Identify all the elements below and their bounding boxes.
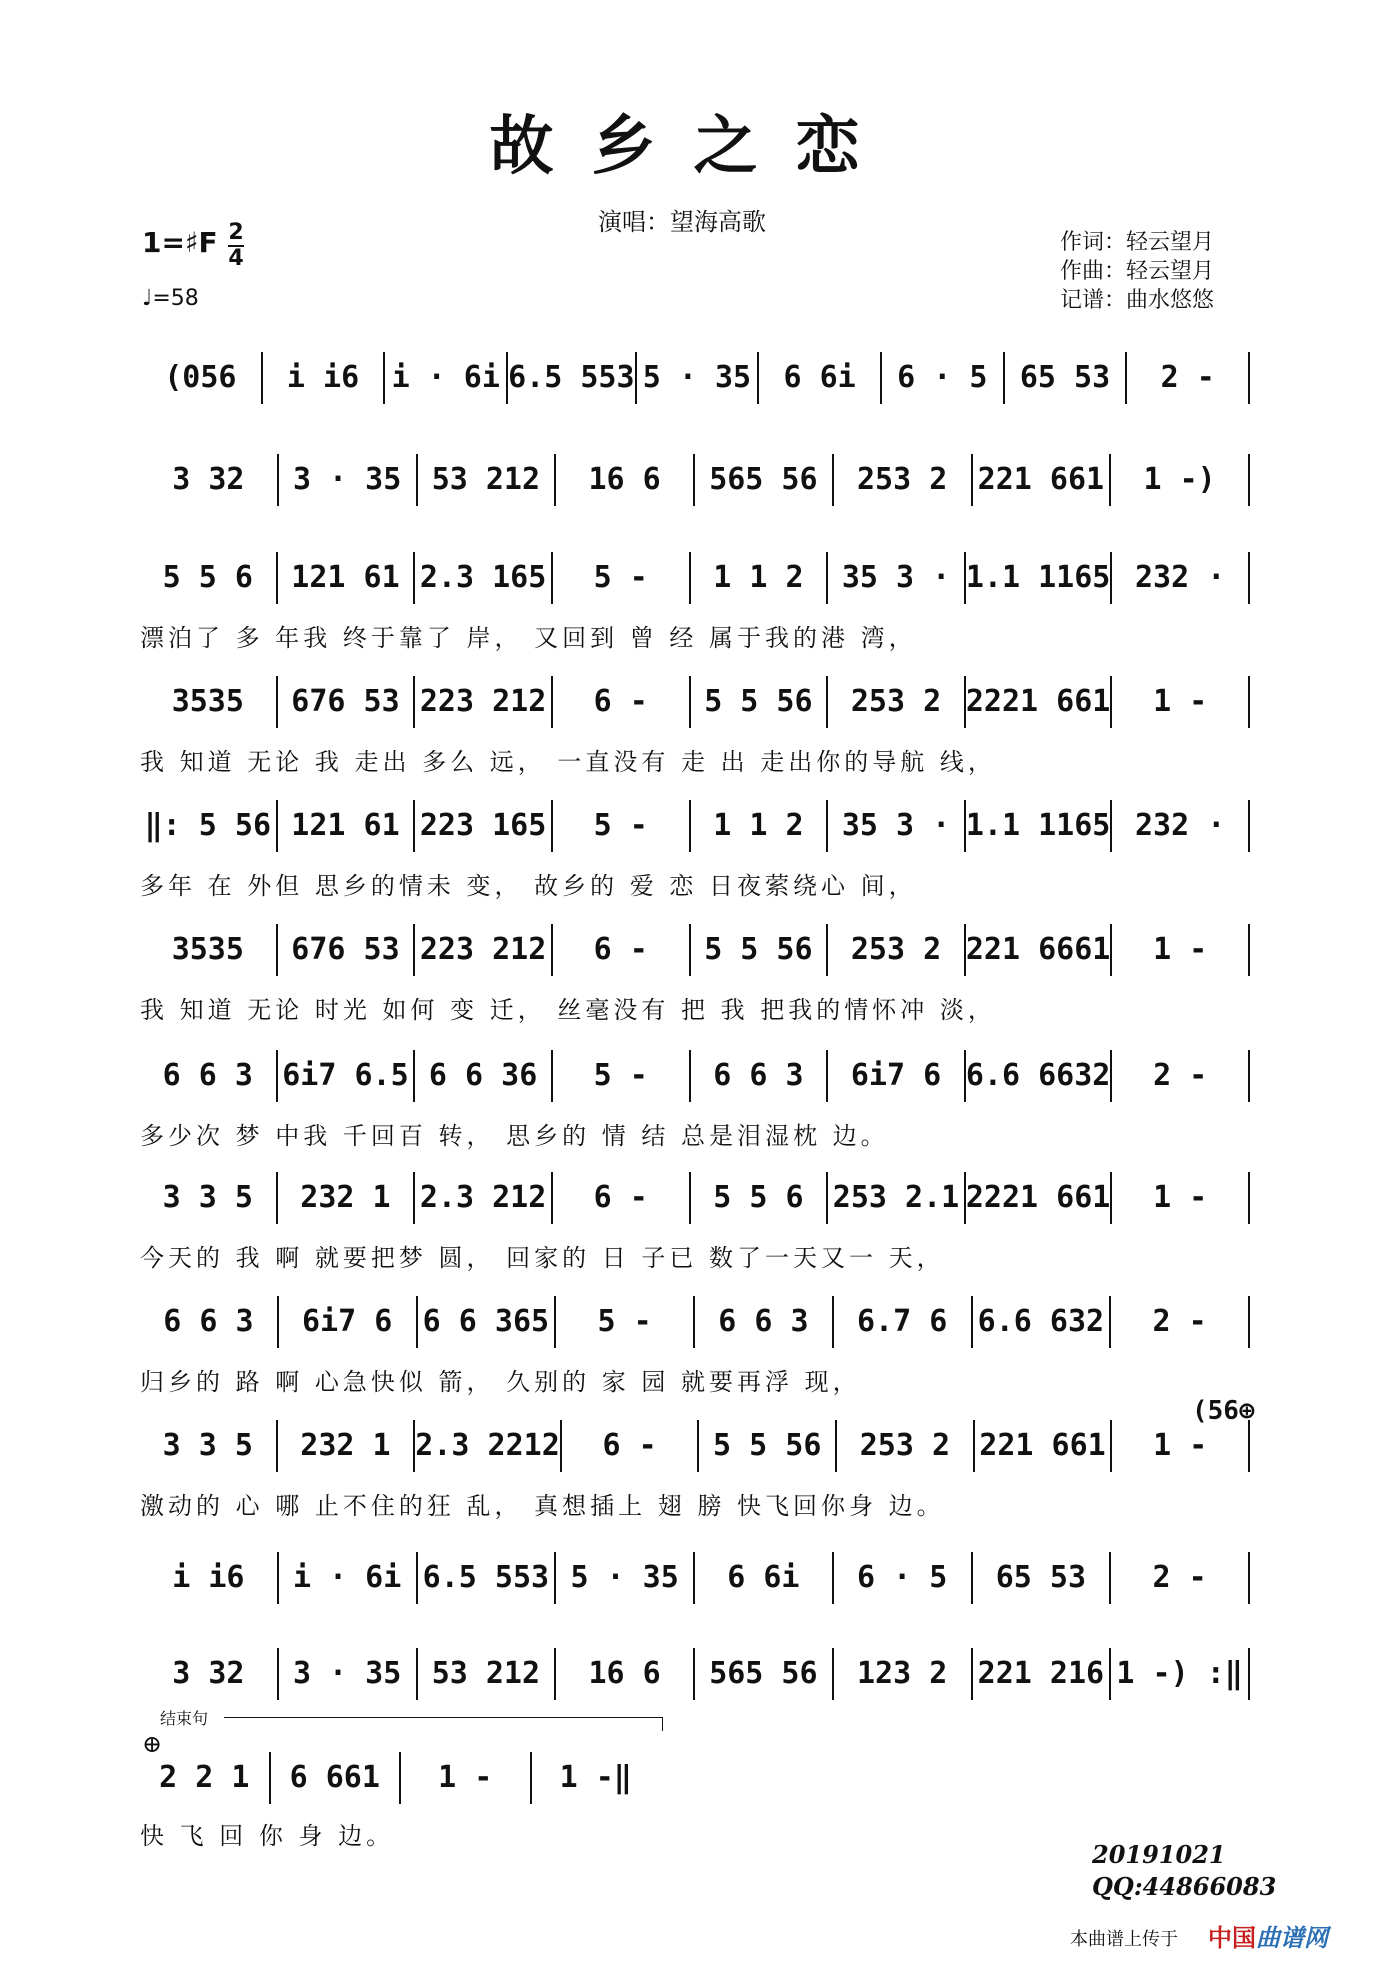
site-logo — [1208, 1918, 1328, 1953]
score-row — [140, 676, 1248, 728]
measure: 232 · — [1110, 800, 1248, 852]
measure: 6 6 365 — [416, 1296, 555, 1348]
measure: 565 56 — [693, 454, 832, 506]
song-title: 故乡之恋 — [489, 109, 898, 184]
lyric-line: 多年 在 外但 思乡的情未 变， 故乡的 爱 恋 日夜萦绕心 间， — [140, 872, 917, 900]
measure: 5 · 35 — [554, 1552, 693, 1604]
coda-jump-notes: (56 — [1192, 1396, 1239, 1426]
measure: 5 - — [551, 552, 689, 604]
measure: 223 212 — [413, 676, 551, 728]
measure-line — [140, 1648, 1250, 1700]
logo-text-1: 中国 — [1208, 1924, 1256, 1952]
score-row — [140, 1296, 1248, 1348]
measure: 1.1 1165 — [964, 800, 1111, 852]
measure-line — [140, 924, 1250, 976]
measure-line — [140, 1172, 1250, 1224]
measure: 3 · 35 — [277, 454, 416, 506]
measure: 2.3 2212 — [413, 1420, 560, 1472]
score-row — [140, 1420, 1248, 1472]
measure: 6 661 — [269, 1752, 400, 1804]
measure: 16 6 — [554, 1648, 693, 1700]
measure-line — [140, 1296, 1250, 1348]
measure: 2221 661 — [964, 1172, 1111, 1224]
lyric-line: 漂泊了 多 年我 终于靠了 岸， 又回到 曾 经 属于我的港 湾， — [140, 624, 917, 652]
measure: 6 - — [551, 924, 689, 976]
measure: 1.1 1165 — [964, 552, 1111, 604]
measure: 223 212 — [413, 924, 551, 976]
measure-line — [140, 1552, 1250, 1604]
score-row — [140, 800, 1248, 852]
measure: 121 61 — [276, 800, 414, 852]
tempo-marking: ♩=58 — [142, 286, 199, 311]
measure: 232 1 — [276, 1420, 414, 1472]
lyric-line: 今天的 我 啊 就要把梦 圆， 回家的 日 子已 数了一天又一 天， — [140, 1244, 945, 1272]
score-row — [140, 454, 1248, 506]
measure: 232 1 — [276, 1172, 414, 1224]
coda-lyric-line: 快 飞 回 你 身 边。 — [140, 1822, 395, 1850]
measure: 5 - — [551, 800, 689, 852]
measure: 221 216 — [971, 1648, 1110, 1700]
measure: 6.7 6 — [832, 1296, 971, 1348]
coda-jump-sign: (56⊕ — [1192, 1396, 1255, 1426]
measure: 5 5 56 — [689, 924, 827, 976]
measure: 6i7 6 — [277, 1296, 416, 1348]
measure: 5 - — [554, 1296, 693, 1348]
measure: 53 212 — [416, 454, 555, 506]
score-row — [140, 1552, 1248, 1604]
measure: 1 1 2 — [689, 800, 827, 852]
measure: i · 6i — [277, 1552, 416, 1604]
upload-note: 本曲谱上传于 — [1070, 1929, 1178, 1950]
score-row — [140, 552, 1248, 604]
measure: 223 165 — [413, 800, 551, 852]
lyric-line: 多少次 梦 中我 千回百 转， 思乡的 情 结 总是泪湿枕 边。 — [140, 1122, 889, 1150]
measure-line — [140, 352, 1250, 404]
measure: 65 53 — [971, 1552, 1110, 1604]
coda-row — [140, 1752, 660, 1804]
measure: 1 - — [1110, 924, 1248, 976]
measure: 3535 — [171, 932, 244, 967]
measure: 6 - — [560, 1420, 698, 1472]
measure: 1 - — [1110, 1172, 1248, 1224]
measure: 6.5 553 — [416, 1552, 555, 1604]
score-row — [140, 1648, 1248, 1700]
measure: 3535 — [171, 684, 244, 719]
measure: 6 · 5 — [832, 1552, 971, 1604]
measure: 253 2 — [832, 454, 971, 506]
measure: 53 212 — [416, 1648, 555, 1700]
measure-line — [140, 1050, 1250, 1102]
measure: 6 6 3 — [693, 1296, 832, 1348]
coda-bracket-tick — [662, 1717, 663, 1731]
measure: 6 6i — [757, 352, 880, 404]
measure: 232 · — [1110, 552, 1248, 604]
measure: i i6 — [261, 352, 384, 404]
measure: 6i7 6.5 — [276, 1050, 414, 1102]
date-stamp: 20191021 — [1092, 1840, 1226, 1869]
measure: 123 2 — [832, 1648, 971, 1700]
lyric-line: 归乡的 路 啊 心急快似 箭， 久别的 家 园 就要再浮 现， — [140, 1368, 861, 1396]
lyric-line: 激动的 心 哪 止不住的狂 乱， 真想插上 翅 膀 快飞回你身 边。 — [140, 1492, 945, 1520]
key-signature: 1=♯F — [142, 226, 218, 259]
measure: 2 2 1 — [159, 1760, 250, 1795]
coda-bracket-line — [224, 1717, 662, 1718]
measure: 565 56 — [693, 1648, 832, 1700]
measure: 1 -) — [1109, 454, 1248, 506]
measure: 221 6661 — [964, 924, 1111, 976]
measure: 2 - — [1109, 1296, 1248, 1348]
measure: 676 53 — [276, 676, 414, 728]
measure: 6 - — [551, 1172, 689, 1224]
qq-contact: QQ:44866083 — [1092, 1872, 1277, 1901]
measure: 3 3 5 — [162, 1180, 253, 1215]
measure: 65 53 — [1003, 352, 1126, 404]
measure: ‖: 5 56 — [144, 808, 272, 843]
measure: 221 661 — [971, 454, 1110, 506]
coda-icon: ⊕ — [142, 1730, 163, 1758]
score-row — [140, 1050, 1248, 1102]
measure: 2221 661 — [964, 676, 1111, 728]
measure: 6 · 5 — [880, 352, 1003, 404]
composer-credit: 作曲：轻云望月 — [1060, 259, 1215, 284]
measure: 35 3 · — [826, 800, 964, 852]
measure: i i6 — [172, 1560, 245, 1595]
measure: 2 - — [1110, 1050, 1248, 1102]
measure: 1 - — [1110, 676, 1248, 728]
measure: 1 1 2 — [689, 552, 827, 604]
credits-block — [1060, 228, 1214, 315]
time-signature — [228, 222, 244, 270]
measure: 6 6 3 — [689, 1050, 827, 1102]
measure: 121 61 — [276, 552, 414, 604]
coda-measures — [140, 1752, 660, 1804]
measure: 253 2.1 — [826, 1172, 964, 1224]
transcriber-credit: 记谱：曲水悠悠 — [1060, 288, 1215, 313]
measure: 1 -) :‖ — [1109, 1648, 1248, 1700]
measure: 5 5 56 — [689, 676, 827, 728]
singer-credit: 演唱：望海高歌 — [598, 208, 766, 236]
measure: 6.5 553 — [506, 352, 634, 404]
logo-text-2: 曲谱网 — [1256, 1924, 1328, 1952]
measure: 676 53 — [276, 924, 414, 976]
measure: 2 - — [1125, 352, 1248, 404]
measure: 6 - — [551, 676, 689, 728]
coda-label: 结束句 — [160, 1709, 209, 1728]
measure: 1 - — [399, 1752, 530, 1804]
measure: 16 6 — [554, 454, 693, 506]
lyric-line: 我 知道 无论 我 走出 多么 远， 一直没有 走 出 走出你的导航 线， — [140, 748, 996, 776]
measure-line — [140, 676, 1250, 728]
score-row — [140, 352, 1248, 404]
measure: (056 — [164, 360, 237, 395]
measure: 6 6i — [693, 1552, 832, 1604]
measure-line — [140, 800, 1250, 852]
measure: 221 661 — [973, 1420, 1111, 1472]
measure: 6 6 36 — [413, 1050, 551, 1102]
measure: 2.3 165 — [413, 552, 551, 604]
measure: 6i7 6 — [826, 1050, 964, 1102]
score-row — [140, 1172, 1248, 1224]
measure: 1 - — [1110, 1420, 1248, 1472]
measure: 5 5 6 — [689, 1172, 827, 1224]
measure-line — [140, 552, 1250, 604]
measure-line — [140, 454, 1250, 506]
measure: 2 - — [1109, 1552, 1248, 1604]
measure: 5 5 56 — [697, 1420, 835, 1472]
time-top: 2 — [228, 220, 244, 245]
measure: 3 3 5 — [162, 1428, 253, 1463]
measure: 5 5 6 — [162, 560, 253, 595]
measure: 3 32 — [172, 462, 245, 497]
time-bottom: 4 — [228, 246, 244, 271]
measure: 5 - — [551, 1050, 689, 1102]
measure: 6 6 3 — [163, 1304, 254, 1339]
measure-line — [140, 1420, 1250, 1472]
measure: 6.6 632 — [971, 1296, 1110, 1348]
measure: 253 2 — [826, 676, 964, 728]
measure: 2.3 212 — [413, 1172, 551, 1224]
measure: 35 3 · — [826, 552, 964, 604]
measure: 253 2 — [826, 924, 964, 976]
measure: 6 6 3 — [162, 1058, 253, 1093]
lyricist-credit: 作词：轻云望月 — [1060, 230, 1215, 255]
lyric-line: 我 知道 无论 时光 如何 变 迁， 丝毫没有 把 我 把我的情怀冲 淡， — [140, 996, 996, 1024]
measure: 3 · 35 — [277, 1648, 416, 1700]
measure: 1 -‖ — [530, 1752, 661, 1804]
measure: 5 · 35 — [635, 352, 758, 404]
measure: i · 6i — [383, 352, 506, 404]
measure: 253 2 — [835, 1420, 973, 1472]
measure: 3 32 — [172, 1656, 245, 1691]
measure: 6.6 6632 — [964, 1050, 1111, 1102]
score-row — [140, 924, 1248, 976]
